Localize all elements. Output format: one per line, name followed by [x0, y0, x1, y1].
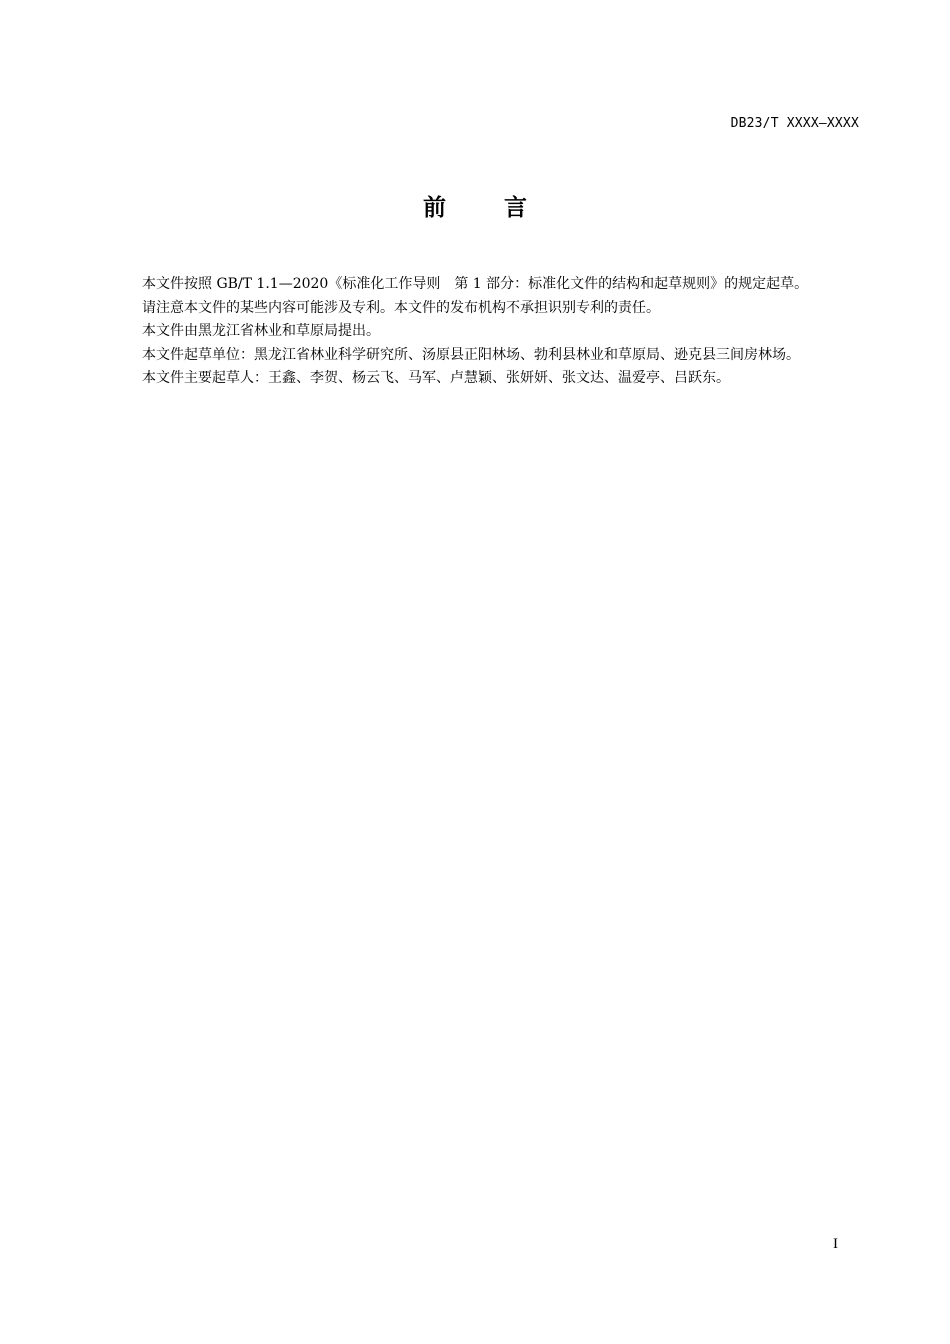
paragraph-drafting-basis: 本文件按照 GB/T 1.1—2020《标准化工作导则 第 1 部分：标准化文件的结构和起草规则》的规定起草。: [142, 276, 809, 292]
paragraph-proposer: 本文件由黑龙江省林业和草原局提出。: [142, 323, 380, 339]
paragraph-patent-notice: 请注意本文件的某些内容可能涉及专利。本文件的发布机构不承担识别专利的责任。: [142, 299, 660, 316]
title-char-2: 言: [504, 195, 527, 221]
page-number: I: [833, 1236, 838, 1252]
title-char-1: 前: [423, 195, 446, 221]
foreword-body: [114, 273, 860, 391]
page-title: [0, 193, 950, 223]
paragraph-drafting-units: 本文件起草单位：黑龙江省林业科学研究所、汤原县正阳林场、勃利县林业和草原局、逊克县三间房林场。: [142, 346, 800, 363]
paragraph-drafters: 本文件主要起草人：王鑫、李贺、杨云飞、马军、卢慧颖、张妍妍、张文达、温爱亭、吕跃东。: [142, 370, 730, 386]
standard-code-header: DB23/T XXXX—XXXX: [730, 116, 859, 131]
